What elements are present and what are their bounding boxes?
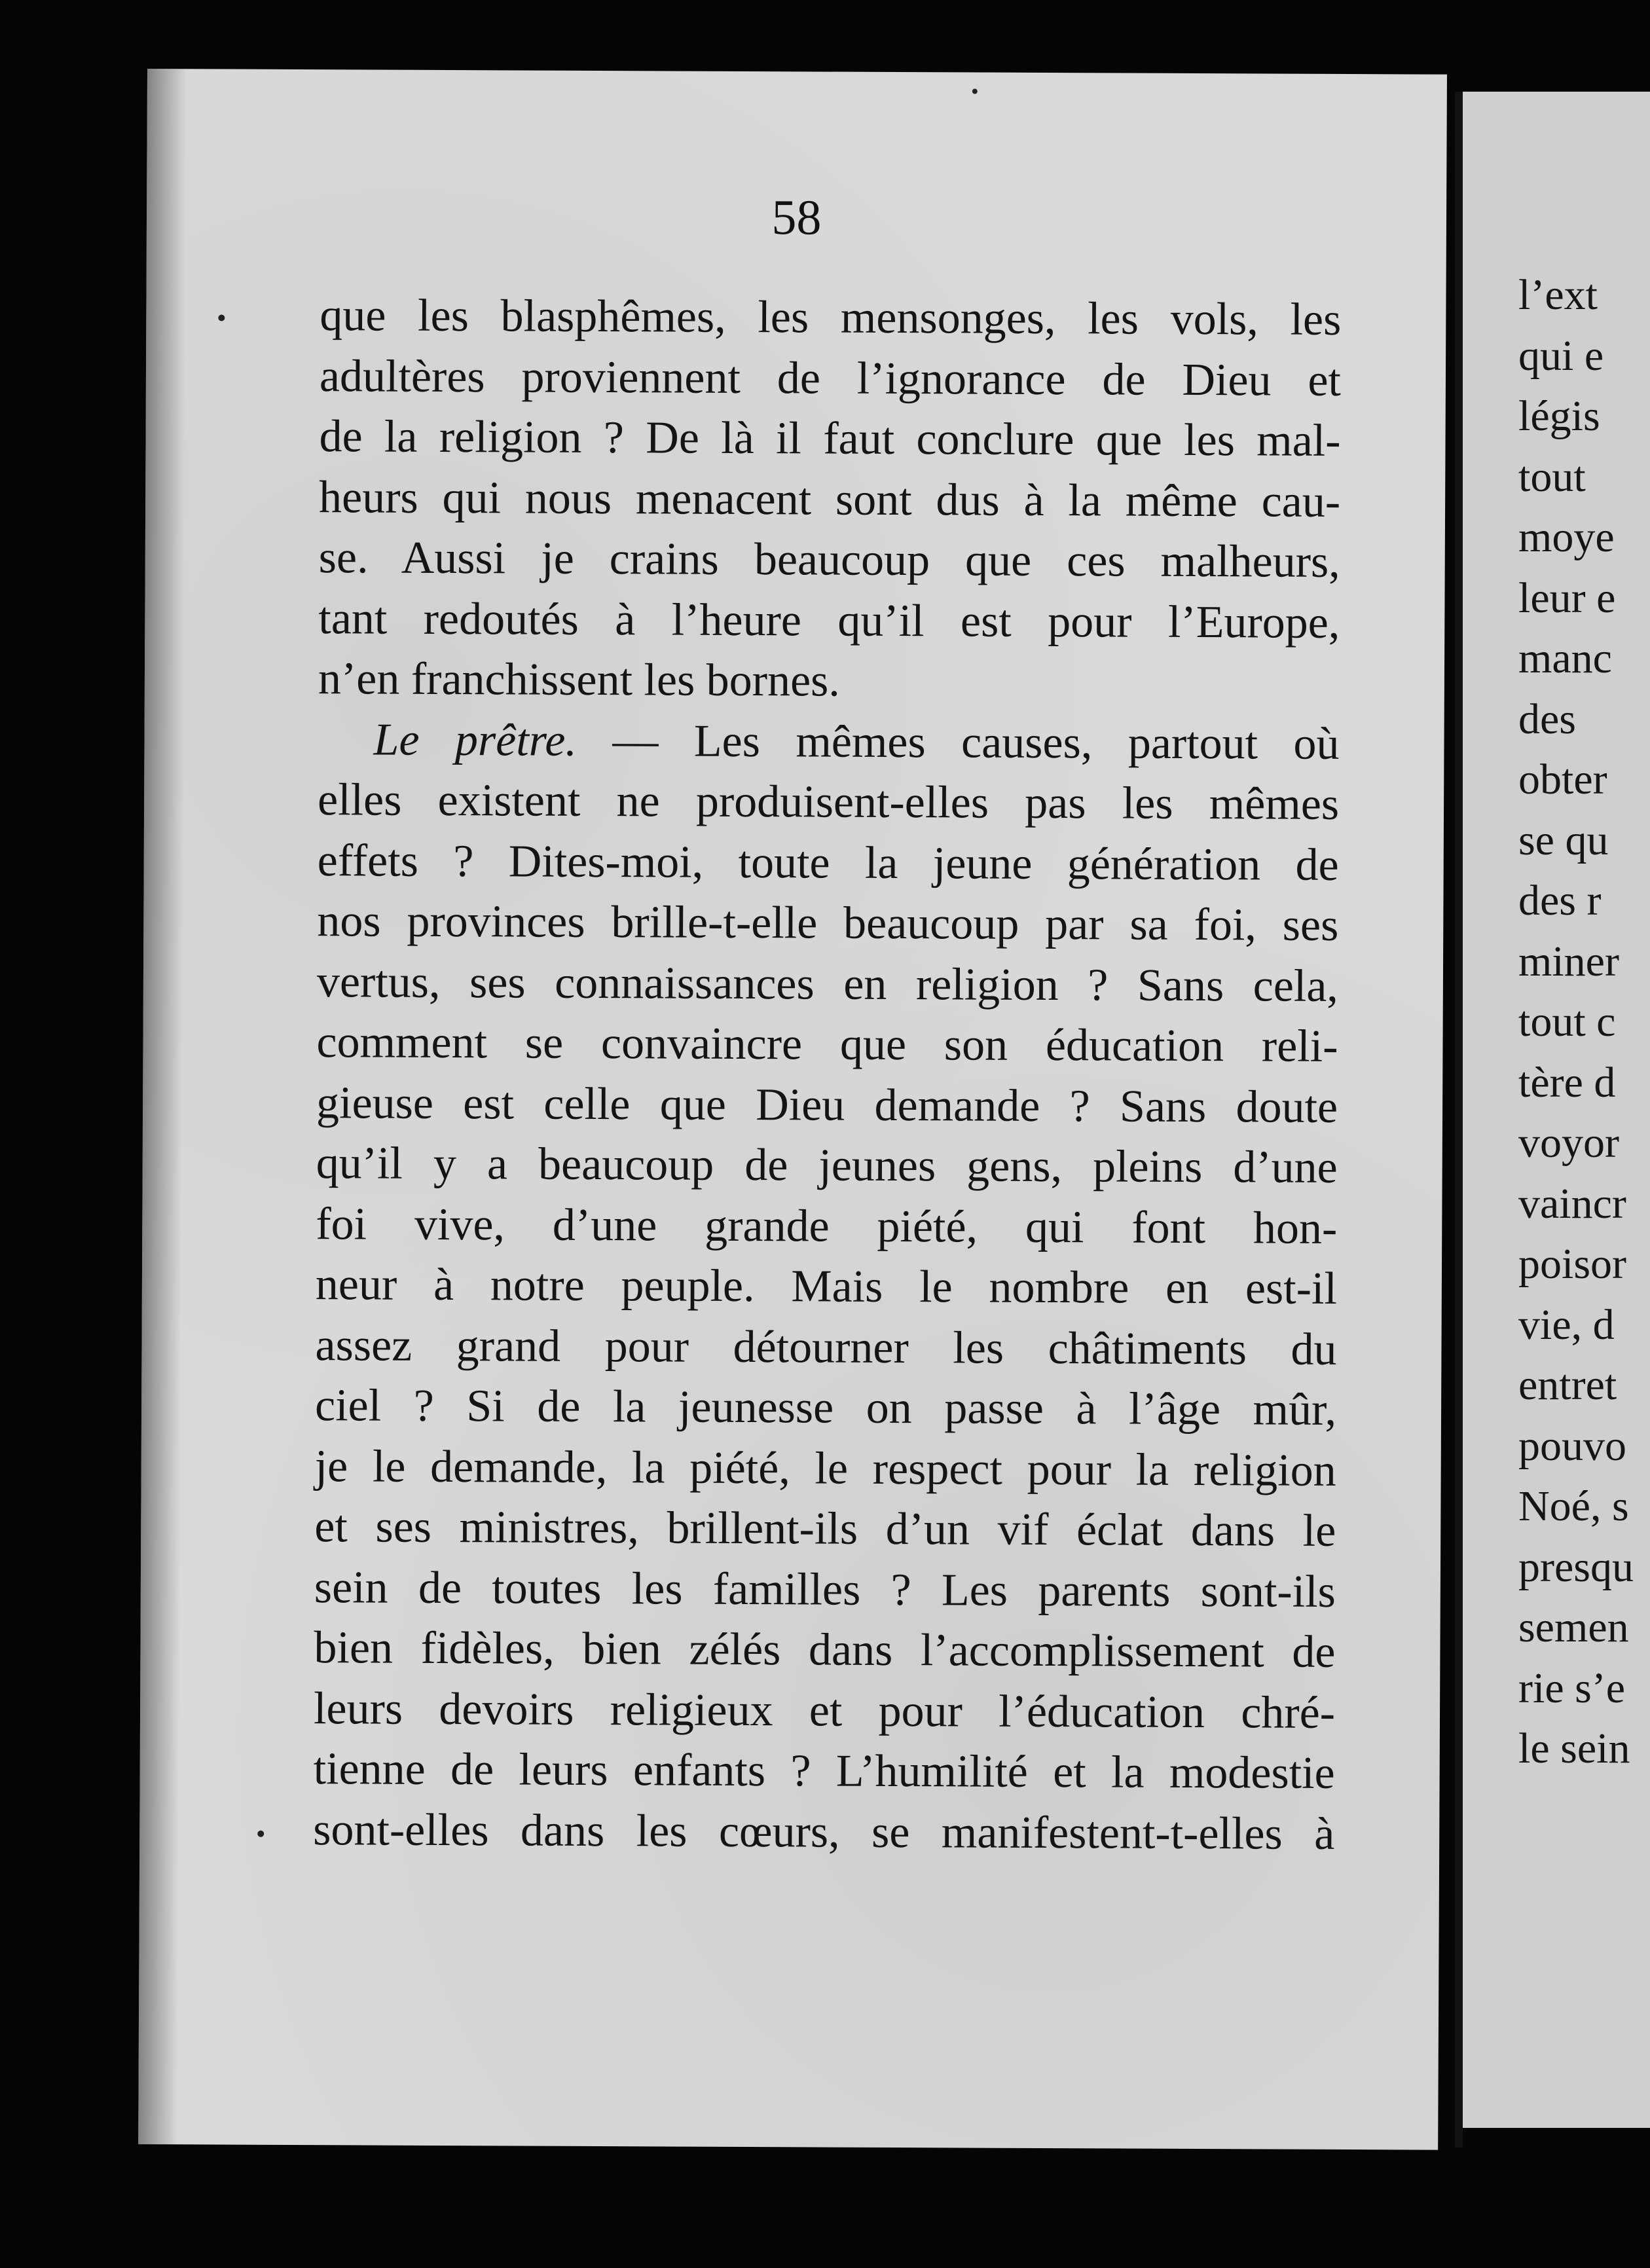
text-line: que les blasphêmes, les mensonges, les vols, les (320, 290, 1342, 345)
text-line: neur à notre peuple. Mais le nombre en est-il (315, 1259, 1338, 1314)
text-line: rie s’e (1518, 1664, 1626, 1712)
text-line: adultères proviennent de l’ignorance de Dieu et (319, 350, 1342, 406)
left-page (138, 69, 1447, 2150)
text-line: qu’il y a beaucoup de jeunes gens, pleins d’une (316, 1138, 1338, 1193)
text-line: légis (1518, 392, 1600, 440)
text-line: n’en franchissent les bornes. (318, 653, 841, 706)
text-line: heurs qui nous menacent sont dus à la même cau- (318, 471, 1341, 527)
text-line: bien fidèles, bien zélés dans l’accomplissement de (314, 1622, 1336, 1677)
text-line: foi vive, d’une grande piété, qui font hon- (316, 1198, 1338, 1254)
text-line: vertus, ses connaissances en religion ? Sans cela, (316, 956, 1339, 1012)
text-line: voyor (1518, 1119, 1619, 1167)
text-line: vaincr (1518, 1179, 1626, 1228)
body-text (313, 285, 1341, 1865)
text-line: presqu (1518, 1543, 1634, 1591)
text-line: sont-elles dans les cœurs, se manifestent-t-elles à (313, 1804, 1335, 1859)
text-line: leur e (1518, 574, 1616, 622)
text-line: le sein (1518, 1725, 1630, 1772)
text-line: sein de toutes les familles ? Les parents sont-ils (314, 1562, 1336, 1617)
text-line: tère d (1518, 1058, 1616, 1107)
text-line: Noé, s (1518, 1482, 1629, 1530)
right-page (1463, 92, 1650, 2128)
text-line: poisor (1518, 1240, 1626, 1288)
text-line: je le demande, la piété, le respect pour la religion (314, 1440, 1336, 1496)
text-line: tout (1518, 452, 1586, 501)
page-number: 58 (771, 190, 822, 246)
text-line: pouvo (1518, 1421, 1626, 1470)
text-line: effets ? Dites-moi, toute la jeune génération de (317, 835, 1339, 890)
text-line: et ses ministres, brillent-ils d’un vif éclat dans le (314, 1501, 1336, 1556)
facing-page-text (1518, 265, 1634, 1780)
text-line: vie, d (1518, 1300, 1615, 1349)
text-line: manc (1518, 634, 1612, 682)
speaker-label: Le prêtre. (373, 714, 578, 766)
text-line: entret (1518, 1361, 1617, 1409)
text-line: moye (1518, 513, 1615, 561)
text-line: de la religion ? De là il faut conclure que les mal- (319, 411, 1341, 466)
text-line: ciel ? Si de la jeunesse on passe à l’âge mûr, (314, 1380, 1337, 1435)
text-line: comment se convaincre que son éducation reli- (316, 1017, 1338, 1072)
text-line: tant redoutés à l’heure qu’il est pour l’Europe, (318, 593, 1340, 648)
text-line: se. Aussi je crains beaucoup que ces malheurs, (318, 532, 1340, 587)
text-line: elles existent ne produisent-elles pas les mêmes (317, 775, 1340, 830)
text-line: gieuse est celle que Dieu demande ? Sans doute (316, 1077, 1338, 1133)
text-line: miner (1518, 937, 1619, 985)
text-line: des (1518, 695, 1576, 743)
page-binding-shadow (138, 69, 187, 2144)
dialogue-text: — Les mêmes causes, partout où (612, 715, 1340, 769)
text-line: tienne de leurs enfants ? L’humilité et la modestie (313, 1744, 1335, 1799)
text-line: semen (1518, 1603, 1629, 1651)
text-line: des r (1518, 877, 1602, 924)
text-line: qui e (1518, 331, 1604, 380)
text-line: assez grand pour détourner les châtiments du (315, 1319, 1337, 1375)
dialogue-line (318, 710, 1339, 775)
ink-speck (257, 1831, 264, 1837)
text-line: nos provinces brille-t-elle beaucoup par sa foi, ses (317, 896, 1339, 951)
ink-speck (972, 88, 978, 94)
text-line: tout c (1518, 998, 1616, 1046)
text-line: obter (1518, 756, 1607, 803)
ink-speck (218, 314, 225, 321)
text-line: se qu (1518, 816, 1609, 864)
text-line: leurs devoirs religieux et pour l’éducation chré- (313, 1683, 1336, 1738)
page-gutter (1455, 92, 1463, 2148)
text-line: l’ext (1518, 271, 1598, 319)
